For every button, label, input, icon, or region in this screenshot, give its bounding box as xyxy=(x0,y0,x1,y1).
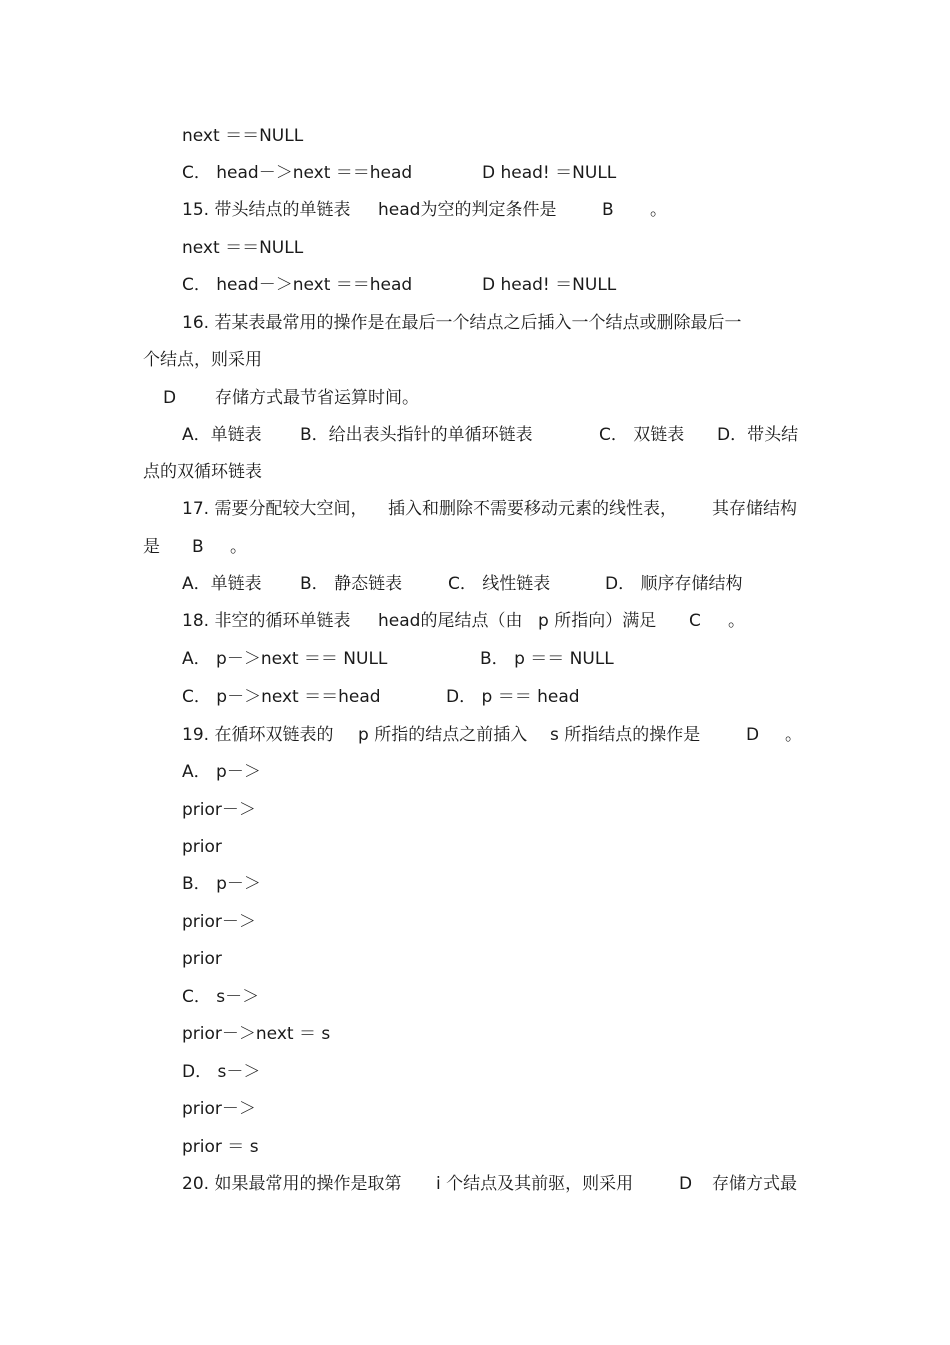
line-text: 存储方式最节省运算时间。 xyxy=(215,388,419,408)
option-c: C． head－＞next ＝＝head xyxy=(182,275,413,295)
line-text: prior xyxy=(182,837,222,857)
answer-letter: D xyxy=(746,725,760,745)
question-end: 。 xyxy=(728,611,745,631)
line-text: 个结点，则采用 xyxy=(143,350,262,370)
line-text: 点的双循环链表 xyxy=(143,462,262,482)
answer-letter: D xyxy=(163,388,177,408)
option-c: C． head－＞next ＝＝head xyxy=(182,163,413,183)
option-d: D．带头结 xyxy=(717,425,799,445)
answer-letter: B xyxy=(602,200,614,220)
answer-letter: C xyxy=(689,611,701,631)
option-d: D head! ＝NULL xyxy=(482,163,617,183)
question-text: 插入和删除不需要移动元素的线性表， xyxy=(388,499,677,519)
question-text: 15. 带头结点的单链表 xyxy=(182,200,351,220)
answer-letter: B xyxy=(192,537,204,557)
question-text: p 所指的结点之前插入 xyxy=(358,725,528,745)
option-b: B．给出表头指针的单循环链表 xyxy=(300,425,533,445)
option-b: B． 静态链表 xyxy=(300,574,403,594)
line-text: prior－＞ xyxy=(182,912,256,932)
question-text: 存储方式最 xyxy=(712,1174,797,1194)
line-text: prior－＞ xyxy=(182,1099,256,1119)
question-text: 16. 若某表最常用的操作是在最后一个结点之后插入一个结点或删除最后一 xyxy=(182,313,742,333)
line-text: prior－＞ xyxy=(182,800,256,820)
option-a: A．单链表 xyxy=(182,574,262,594)
line-text: next ＝＝NULL xyxy=(182,126,304,146)
question-text: 18. 非空的循环单链表 xyxy=(182,611,351,631)
option-a: A． p－＞ xyxy=(182,762,261,782)
option-d: D． 顺序存储结构 xyxy=(605,574,743,594)
option-c: C． 线性链表 xyxy=(448,574,551,594)
question-text: head为空的判定条件是 xyxy=(378,200,557,220)
question-text: 其存储结构 xyxy=(712,499,797,519)
option-d: D head! ＝NULL xyxy=(482,275,617,295)
line-text: prior－＞next ＝ s xyxy=(182,1024,331,1044)
question-end: 。 xyxy=(650,200,667,220)
option-a: A．单链表 xyxy=(182,425,262,445)
option-b: B． p ＝＝ NULL xyxy=(480,649,614,669)
line-text: 是 xyxy=(143,537,160,557)
option-b: B． p－＞ xyxy=(182,874,261,894)
answer-letter: D xyxy=(679,1174,693,1194)
question-text: p 所指向）满足 xyxy=(538,611,657,631)
question-text: s 所指结点的操作是 xyxy=(550,725,701,745)
option-c: C． p－＞next ＝＝head xyxy=(182,687,381,707)
option-c: C． s－＞ xyxy=(182,987,260,1007)
question-text: 19. 在循环双链表的 xyxy=(182,725,334,745)
line-text: prior ＝ s xyxy=(182,1137,259,1157)
line-text: prior xyxy=(182,949,222,969)
option-c: C． 双链表 xyxy=(599,425,685,445)
option-a: A． p－＞next ＝＝ NULL xyxy=(182,649,388,669)
option-d: D． p ＝＝ head xyxy=(446,687,580,707)
question-text: 20. 如果最常用的操作是取第 xyxy=(182,1174,402,1194)
option-d: D． s－＞ xyxy=(182,1062,261,1082)
question-text: head的尾结点（由 xyxy=(378,611,523,631)
line-text: next ＝＝NULL xyxy=(182,238,304,258)
question-end: 。 xyxy=(230,537,247,557)
question-text: i 个结点及其前驱，则采用 xyxy=(436,1174,634,1194)
question-end: 。 xyxy=(785,725,802,745)
question-text: 17. 需要分配较大空间， xyxy=(182,499,368,519)
